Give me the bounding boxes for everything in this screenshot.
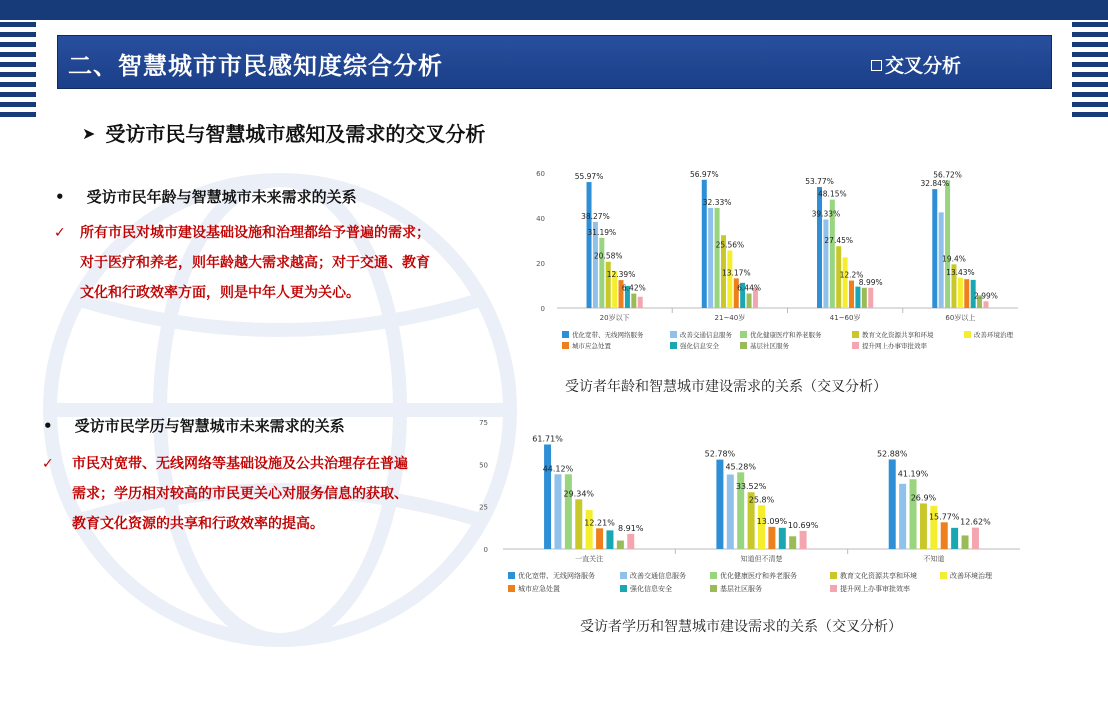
data-label: 52.78%: [704, 449, 736, 459]
bar: [855, 287, 860, 308]
bar: [983, 301, 988, 308]
legend-label: 强化信息安全: [680, 342, 719, 350]
header-tag-label: 交叉分析: [884, 55, 961, 77]
legend-label: 城市应急处置: [518, 585, 560, 593]
data-label: 29.34%: [563, 489, 595, 499]
bar: [596, 528, 603, 549]
data-label: 12.39%: [606, 270, 636, 280]
legend-label: 基层社区服务: [720, 585, 762, 593]
section-title-text: 受访市民与智慧城市感知及需求的交叉分析: [105, 122, 486, 146]
legend-label: 优化健康医疗和养老服务: [750, 331, 822, 339]
bar: [920, 503, 927, 549]
bar: [910, 479, 917, 549]
bar: [727, 250, 732, 308]
data-label: 27.45%: [824, 236, 854, 246]
block2-line: 需求；学历相对较高的市民更关心对服务信息的获取、: [72, 486, 408, 502]
data-label: 12.2%: [839, 270, 864, 280]
block1-line: 所有市民对城市建设基础设施和治理都给予普遍的需求；: [80, 225, 430, 241]
bar: [631, 294, 636, 308]
bar: [758, 505, 765, 549]
data-label: 6.44%: [737, 283, 761, 293]
bar: [627, 534, 634, 549]
bar: [565, 474, 572, 549]
bar: [747, 294, 752, 308]
data-label: 31.19%: [587, 227, 617, 237]
legend-label: 基层社区服务: [750, 342, 789, 350]
data-label: 61.71%: [532, 434, 563, 444]
bar: [899, 484, 906, 549]
data-label: 33.52%: [735, 482, 767, 492]
chart1-caption: 受访者年龄和智慧城市建设需求的关系（交叉分析）: [565, 379, 887, 395]
legend-swatch: [940, 572, 947, 579]
bar: [843, 257, 848, 308]
y-tick-label: 20: [536, 260, 545, 268]
block2-line: 市民对宽带、无线网络等基础设施及公共治理存在普遍: [72, 456, 408, 472]
legend-label: 提升网上办事审批效率: [840, 585, 910, 593]
data-label: 25.8%: [748, 495, 775, 505]
page-title: 二、智慧城市市民感知度综合分析: [68, 52, 443, 80]
data-label: 13.43%: [946, 267, 975, 277]
legend-label: 优化健康医疗和养老服务: [720, 572, 797, 580]
legend-swatch: [620, 585, 627, 592]
legend-swatch: [620, 572, 627, 579]
data-label: 8.91%: [618, 523, 644, 533]
bar: [862, 288, 867, 308]
y-tick-label: 75: [479, 419, 488, 427]
data-label: 48.15%: [818, 189, 847, 199]
bar: [951, 528, 958, 549]
bar: [964, 279, 969, 308]
legend-label: 改善交通信息服务: [630, 572, 686, 580]
bar: [779, 528, 786, 549]
y-tick-label: 60: [536, 170, 545, 178]
legend-label: 改善环境治理: [974, 331, 1013, 339]
data-label: 44.12%: [542, 464, 574, 474]
bar: [958, 278, 963, 308]
bar: [716, 460, 723, 549]
bar: [789, 536, 796, 549]
bar: [575, 499, 582, 549]
y-tick-label: 25: [479, 503, 488, 512]
data-label: 15.77%: [928, 512, 960, 522]
block2-heading-text: 受访市民学历与智慧城市未来需求的关系: [74, 417, 345, 435]
legend-swatch: [670, 331, 677, 338]
legend-swatch: [508, 572, 515, 579]
legend-label: 优化宽带、无线网络服务: [572, 331, 644, 339]
legend-swatch: [710, 572, 717, 579]
bullet-dot-icon: •: [43, 417, 53, 435]
block1-heading-text: 受访市民年龄与智慧城市未来需求的关系: [86, 188, 357, 206]
legend-label: 教育文化资源共享和环境: [840, 572, 917, 580]
block2-line: 教育文化资源的共享和行政效率的提高。: [72, 516, 324, 532]
bar: [638, 297, 643, 308]
bar: [586, 510, 593, 549]
legend-swatch: [740, 342, 747, 349]
bar: [544, 445, 551, 549]
bar: [554, 474, 561, 549]
data-label: 20.58%: [593, 251, 623, 261]
legend-label: 教育文化资源共享和环境: [862, 331, 934, 339]
data-label: 39.33%: [811, 209, 841, 219]
legend-swatch: [830, 585, 837, 592]
data-label: 56.72%: [933, 170, 962, 180]
bar: [800, 531, 807, 549]
legend-swatch: [740, 331, 747, 338]
y-tick-label: 0: [540, 305, 545, 313]
block1-line: 对于医疗和养老，则年龄越大需求越高；对于交通、教育: [80, 255, 430, 271]
bar: [868, 288, 873, 308]
x-tick-label: 知道但不清楚: [740, 555, 783, 563]
data-label: 13.17%: [721, 268, 751, 278]
x-tick-label: 41~60岁: [829, 314, 861, 322]
x-tick-label: 60岁以上: [945, 314, 976, 322]
bar: [606, 530, 613, 549]
bar: [606, 262, 611, 308]
bar: [817, 187, 822, 308]
legend-swatch: [964, 331, 971, 338]
bar: [599, 238, 604, 308]
y-tick-label: 50: [479, 461, 488, 470]
bullet-dot-icon: •: [55, 188, 65, 206]
legend-swatch: [852, 331, 859, 338]
y-tick-label: 40: [536, 215, 545, 223]
bar: [972, 528, 979, 549]
bar: [849, 281, 854, 308]
bar: [768, 527, 775, 549]
x-tick-label: 一直关注: [575, 555, 604, 563]
bar: [617, 541, 624, 549]
data-label: 52.88%: [876, 449, 908, 459]
legend-swatch: [710, 585, 717, 592]
data-label: 13.09%: [756, 516, 788, 526]
data-label: 6.42%: [621, 283, 646, 293]
checkmark-icon: ✓: [54, 225, 66, 241]
legend-label: 强化信息安全: [630, 585, 672, 593]
bar: [941, 522, 948, 549]
legend-swatch: [830, 572, 837, 579]
y-tick-label: 0: [483, 546, 488, 554]
block1-line: 文化和行政效率方面，则是中年人更为关心。: [80, 285, 360, 301]
legend-label: 优化宽带、无线网络服务: [518, 572, 595, 580]
legend-swatch: [670, 342, 677, 349]
checkmark-icon: ✓: [42, 456, 54, 472]
legend-swatch: [852, 342, 859, 349]
data-label: 26.9%: [910, 493, 937, 503]
data-label: 53.77%: [805, 177, 834, 187]
data-label: 10.69%: [787, 520, 819, 530]
data-label: 19.4%: [942, 254, 966, 264]
bar: [945, 180, 950, 308]
legend-swatch: [562, 342, 569, 349]
bar: [889, 459, 896, 549]
data-label: 12.62%: [960, 517, 991, 527]
arrow-bullet-icon: ➤: [82, 124, 96, 143]
data-label: 38.27%: [581, 211, 610, 221]
bar: [708, 208, 713, 308]
data-label: 12.21%: [584, 518, 615, 528]
legend-swatch: [508, 585, 515, 592]
chart2-caption: 受访者学历和智慧城市建设需求的关系（交叉分析）: [580, 619, 902, 635]
legend-label: 提升网上办事审批效率: [862, 342, 927, 350]
bar: [587, 182, 592, 308]
legend-swatch: [562, 331, 569, 338]
bar: [932, 189, 937, 308]
bar: [962, 535, 969, 549]
data-label: 41.19%: [897, 469, 929, 479]
bar: [715, 208, 720, 308]
x-tick-label: 21~40岁: [714, 314, 746, 322]
data-label: 45.28%: [725, 462, 756, 472]
bar: [823, 220, 828, 308]
data-label: 8.99%: [858, 277, 883, 287]
data-label: 56.97%: [689, 169, 719, 179]
data-label: 55.97%: [574, 172, 604, 182]
data-label: 2.99%: [974, 291, 998, 301]
x-tick-label: 不知道: [923, 555, 945, 563]
data-label: 32.33%: [702, 197, 732, 207]
legend-label: 城市应急处置: [572, 342, 611, 350]
bar: [727, 474, 734, 549]
x-tick-label: 20岁以下: [599, 314, 630, 322]
legend-label: 改善交通信息服务: [680, 331, 732, 339]
data-label: 25.56%: [715, 240, 745, 250]
legend-label: 改善环境治理: [950, 572, 992, 580]
data-label: 32.84%: [920, 179, 950, 189]
